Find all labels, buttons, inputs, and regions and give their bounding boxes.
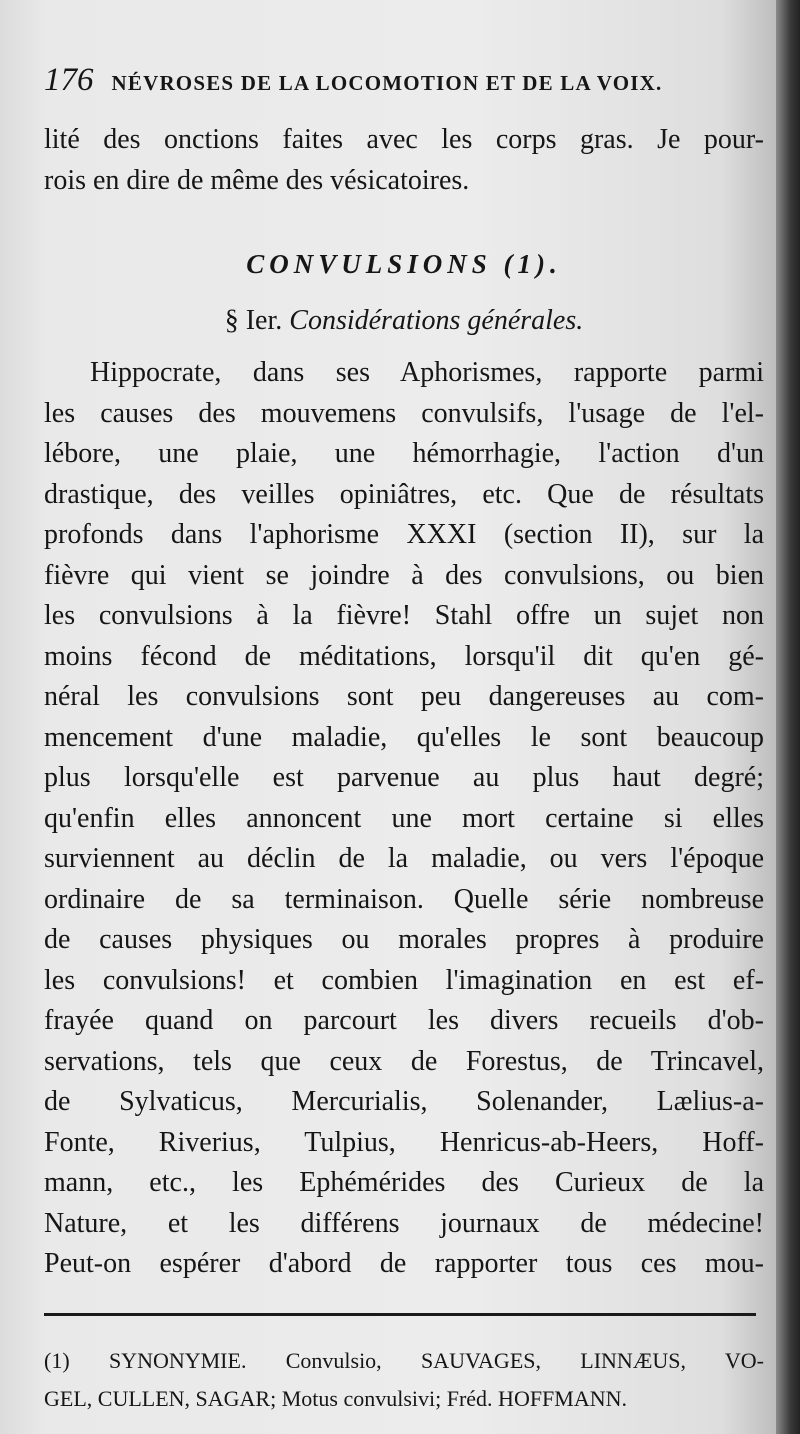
text-line: Peut-on espérer d'abord de rapporter tous ces mou- bbox=[44, 1248, 764, 1279]
text-line: fièvre qui vient se joindre à des convulsions, ou bien bbox=[44, 559, 764, 591]
text-line: de causes physiques ou morales propres à produire bbox=[44, 924, 764, 955]
text-line: lité des onctions faites avec les corps gras. Je pour- bbox=[44, 124, 764, 155]
text-line: lébore, une plaie, une hémorrhagie, l'action d'un bbox=[44, 438, 764, 469]
text-line: ordinaire de sa terminaison. Quelle série nombreuse bbox=[44, 883, 764, 915]
text-line: qu'enfin elles annoncent une mort certaine si elles bbox=[44, 802, 764, 834]
text-line: rois en dire de même des vésicatoires. bbox=[44, 164, 470, 196]
text-line: Hippocrate, dans ses Aphorismes, rapporte parmi bbox=[90, 357, 764, 388]
text-line: surviennent au déclin de la maladie, ou vers l'époque bbox=[44, 843, 764, 874]
subsection-mark: § Ier. bbox=[224, 305, 283, 336]
text-line: mencement d'une maladie, qu'elles le sont beaucoup bbox=[44, 721, 764, 753]
text-line: néral les convulsions sont peu dangereuses au com- bbox=[44, 681, 764, 712]
body-paragraph bbox=[44, 353, 764, 1285]
text-line: Fonte, Riverius, Tulpius, Henricus-ab-Heers, Hoff- bbox=[44, 1126, 764, 1158]
section-title: CONVULSIONS (1). bbox=[246, 249, 562, 279]
text-line: drastique, des veilles opiniâtres, etc. Que de résultats bbox=[44, 478, 764, 510]
running-header bbox=[44, 62, 764, 120]
footnote-line: (1) SYNONYMIE. Convulsio, SAUVAGES, LINNÆUS, VO- bbox=[44, 1347, 764, 1373]
text-line: servations, tels que ceux de Forestus, de Trincavel, bbox=[44, 1045, 764, 1077]
page-number: 176 bbox=[44, 62, 94, 98]
text-line: les causes des mouvemens convulsifs, l'usage de l'el- bbox=[44, 397, 764, 429]
running-title: NÉVROSES DE LA LOCOMOTION ET DE LA VOIX. bbox=[111, 71, 663, 95]
text-line: les convulsions! et combien l'imagination en est ef- bbox=[44, 964, 764, 996]
footnote-rule bbox=[44, 1313, 756, 1316]
text-line: profonds dans l'aphorisme XXXI (section II), sur la bbox=[44, 519, 764, 550]
footnote bbox=[44, 1342, 764, 1418]
text-line: moins fécond de méditations, lorsqu'il dit qu'en gé- bbox=[44, 640, 764, 672]
text-line: mann, etc., les Ephémérides des Curieux de la bbox=[44, 1167, 764, 1198]
intro-text bbox=[44, 120, 764, 201]
text-line: de Sylvaticus, Mercurialis, Solenander, Lælius-a- bbox=[44, 1086, 764, 1117]
text-line: frayée quand on parcourt les divers recueils d'ob- bbox=[44, 1005, 764, 1036]
text-line: les convulsions à la fièvre! Stahl offre un sujet non bbox=[44, 600, 764, 631]
book-spine-shadow bbox=[776, 0, 800, 1434]
text-line: Nature, et les différens journaux de médecine! bbox=[44, 1207, 764, 1239]
page-content bbox=[44, 62, 764, 1418]
subsection-text: Considérations générales. bbox=[289, 305, 584, 336]
text-line: plus lorsqu'elle est parvenue au plus haut degré; bbox=[44, 762, 764, 793]
subsection-heading bbox=[44, 293, 764, 349]
footnote-line: GEL, CULLEN, SAGAR; Motus convulsivi; Fréd. HOFFMANN. bbox=[44, 1385, 628, 1411]
